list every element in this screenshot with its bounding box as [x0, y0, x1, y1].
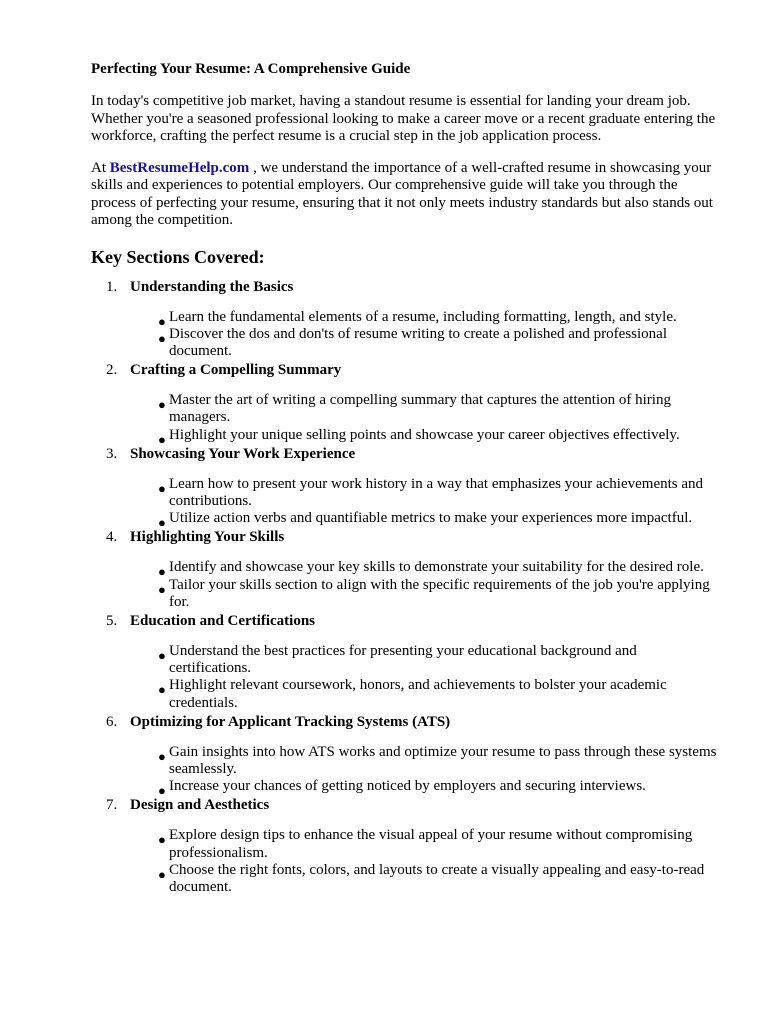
section-title: Highlighting Your Skills: [130, 529, 285, 546]
bullet-item: [158, 827, 721, 861]
section-number: 1.: [106, 278, 118, 295]
about-paragraph: [91, 160, 721, 230]
bullet-list: [130, 309, 721, 361]
bullet-list: [130, 643, 721, 712]
bullet-icon: ●: [158, 313, 166, 329]
document-title: Perfecting Your Resume: A Comprehensive Guide: [91, 61, 411, 77]
bullet-text: Identify and showcase your key skills to demonstrate your suitability for the desired role.: [169, 559, 704, 576]
bullet-item: [158, 642, 721, 677]
section-item: [91, 612, 721, 712]
about-prefix: At: [91, 159, 110, 176]
section-title: Crafting a Compelling Summary: [130, 362, 342, 379]
section-number: 2.: [106, 362, 118, 379]
bullet-icon: ●: [158, 866, 166, 882]
bullet-text: Tailor your skills section to align with the specific requirements of the job you're applying for.: [169, 576, 710, 610]
section-item: [91, 713, 721, 799]
bullet-text: Learn the fundamental elements of a resume, including formatting, length, and style.: [169, 308, 677, 325]
bullet-item: [158, 308, 721, 329]
bullet-text: Highlight your unique selling points and showcase your career objectives effectively.: [169, 426, 680, 443]
bullet-list: [130, 559, 721, 611]
section-title: Education and Certifications: [130, 612, 316, 629]
section-number: 4.: [106, 529, 118, 546]
bullet-list: [130, 392, 721, 447]
bullet-item: [158, 559, 721, 580]
bullet-item: [158, 475, 721, 510]
bullet-item: [158, 743, 721, 778]
bullet-list: [130, 475, 721, 531]
sections-list: [91, 278, 721, 897]
site-link[interactable]: BestResumeHelp.com: [109, 159, 250, 176]
bullet-text: Discover the dos and don'ts of resume writing to create a polished and professional document.: [169, 325, 667, 359]
section-title: Optimizing for Applicant Tracking Systems (ATS): [130, 713, 451, 730]
bullet-text: Learn how to present your work history in a way that emphasizes your achievements and contributions.: [169, 475, 704, 509]
bullet-icon: ●: [158, 515, 166, 531]
section-item: [91, 796, 721, 896]
bullet-text: Explore design tips to enhance the visual appeal of your resume without compromising professionalism.: [169, 827, 693, 861]
section-title: Showcasing Your Work Experience: [130, 445, 356, 462]
bullet-item: [158, 778, 721, 799]
bullet-item: [158, 325, 721, 360]
bullet-text: Choose the right fonts, colors, and layouts to create a visually appealing and easy-to-read document.: [169, 861, 705, 895]
bullet-icon: ●: [158, 748, 166, 764]
document-page: [91, 59, 721, 897]
bullet-icon: ●: [158, 480, 166, 496]
bullet-icon: ●: [158, 832, 166, 848]
bullet-item: [158, 392, 721, 426]
section-item: [91, 361, 721, 447]
bullet-icon: ●: [158, 783, 166, 799]
bullet-icon: ●: [158, 431, 166, 447]
bullet-item: [158, 510, 721, 531]
bullet-item: [158, 426, 721, 447]
bullet-item: [158, 861, 721, 896]
bullet-icon: ●: [158, 682, 166, 698]
bullet-icon: ●: [158, 397, 166, 413]
bullet-text: Utilize action verbs and quantifiable metrics to make your experiences more impactful.: [169, 510, 693, 527]
section-number: 5.: [106, 612, 118, 629]
section-number: 3.: [106, 445, 118, 462]
bullet-icon: ●: [158, 647, 166, 663]
bullet-icon: ●: [158, 330, 166, 346]
section-title: Design and Aesthetics: [130, 797, 270, 814]
bullet-text: Master the art of writing a compelling summary that captures the attention of hiring managers.: [169, 392, 671, 426]
section-title: Understanding the Basics: [130, 278, 294, 295]
bullet-icon: ●: [158, 581, 166, 597]
bullet-list: [130, 743, 721, 799]
key-sections-heading: Key Sections Covered:: [91, 246, 265, 267]
bullet-text: Understand the best practices for presenting your educational background and certifications.: [169, 642, 637, 677]
section-number: 7.: [106, 797, 118, 814]
bullet-text: Gain insights into how ATS works and optimize your resume to pass through these systems seamlessly.: [169, 743, 717, 777]
bullet-text: Highlight relevant coursework, honors, and achievements to bolster your academic credentials.: [169, 677, 667, 711]
bullet-item: [158, 576, 721, 611]
bullet-text: Increase your chances of getting noticed by employers and securing interviews.: [169, 778, 646, 795]
bullet-icon: ●: [158, 564, 166, 580]
section-number: 6.: [106, 713, 118, 730]
section-item: [91, 528, 721, 611]
bullet-item: [158, 677, 721, 711]
bullet-list: [130, 827, 721, 896]
section-item: [91, 278, 721, 361]
about-text: , we understand the importance of a well-crafted resume in showcasing your skills and experiences to potential employers. Our comprehensive guide will take you through the process of perfecting your resume, ensuring that it not only meets industry standards but also stands out among the competition.: [91, 159, 713, 228]
intro-paragraph: In today's competitive job market, having a standout resume is essential for landing your dream job. Whether you're a seasoned professional looking to make a career move or a recent graduate entering the workforce, crafting the perfect resume is a crucial step in the job application process.: [91, 93, 716, 144]
section-item: [91, 445, 721, 531]
